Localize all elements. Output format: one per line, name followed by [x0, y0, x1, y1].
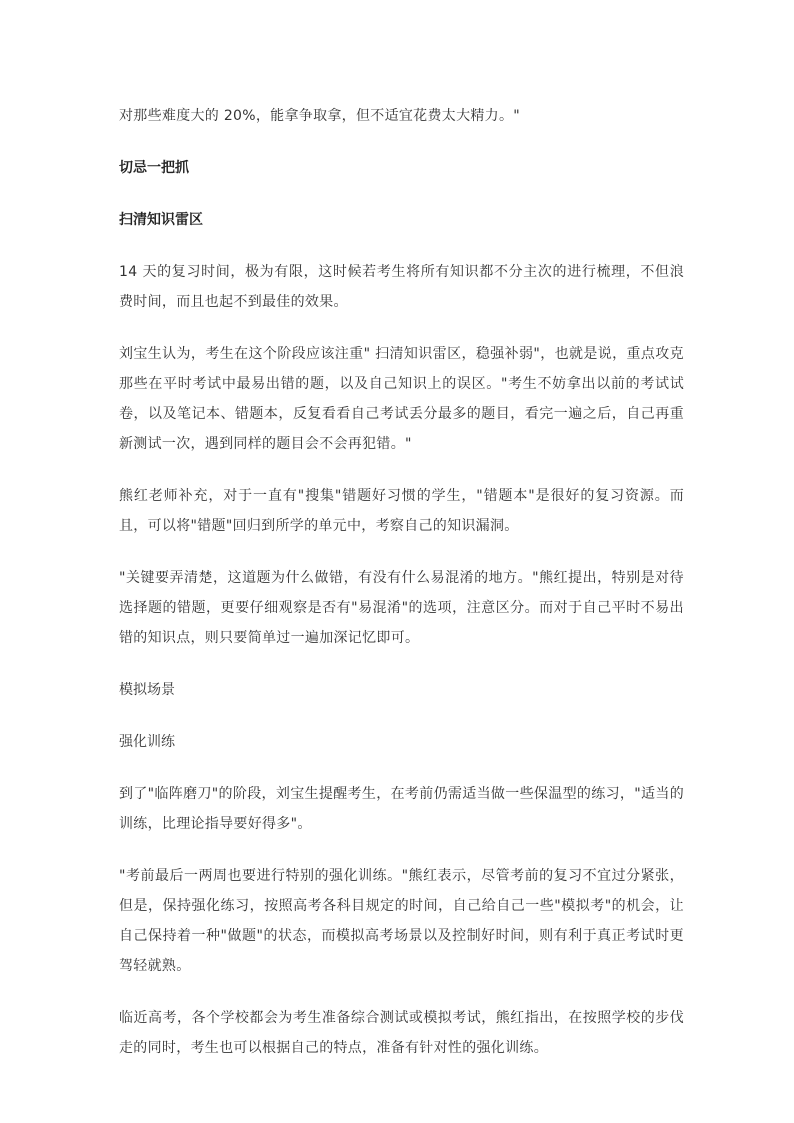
section-heading-2: 扫清知识雷区	[119, 212, 203, 228]
section-heading-1: 切忌一把抓	[119, 160, 189, 176]
paragraph-warmup-practice: 到了"临阵磨刀"的阶段，刘宝生提醒考生，在考前仍需适当做一些保温型的练习，"适当的训练，比理论指导要好得多"。	[119, 786, 684, 832]
paragraph-xiong-supplement: 熊红老师补充，对于一直有"搜集"错题好习惯的学生，"错题本"是很好的复习资源。而且，可以将"错题"回归到所学的单元中，考察自己的知识漏洞。	[119, 488, 684, 534]
paragraph-intensive-training: "考前最后一两周也要进行特别的强化训练。"熊红表示，尽管考前的复习不宜过分紧张，但是，保持强化练习，按照高考各科目规定的时间，自己给自己一些"模拟考"的机会，让自己保持着一种"做题"的状态，而模拟高考场景以及控制好时间，则有利于真正考试时更驾轻就熟。	[119, 868, 684, 974]
paragraph-mock-exams: 临近高考，各个学校都会为考生准备综合测试或模拟考试，熊红指出，在按照学校的步伐走的同时，考生也可以根据自己的特点，准备有针对性的强化训练。	[119, 1010, 684, 1056]
paragraph-review-time: 14 天的复习时间，极为有限，这时候若考生将所有知识都不分主次的进行梳理，不但浪费时间，而且也起不到最佳的效果。	[119, 264, 684, 310]
subheading-training: 强化训练	[119, 734, 175, 750]
subheading-simulation: 模拟场景	[119, 682, 175, 698]
paragraph-key-points: "关键要弄清楚，这道题为什么做错，有没有什么易混淆的地方。"熊红提出，特别是对待选择题的错题，更要仔细观察是否有"易混淆"的选项，注意区分。而对于自己平时不易出错的知识点，则只要简单过一遍加深记忆即可。	[119, 570, 684, 646]
paragraph-intro-end: 对那些难度大的 20%，能拿争取拿，但不适宜花费太大精力。"	[119, 108, 521, 124]
paragraph-liu-advice: 刘宝生认为，考生在这个阶段应该注重" 扫清知识雷区，稳强补弱"，也就是说，重点攻克那些在平时考试中最易出错的题，以及自己知识上的误区。"考生不妨拿出以前的考试试卷，以及笔记本、错题本，反复看看自己考试丢分最多的题目，看完一遍之后，自己再重新测试一次，遇到同样的题目会不会再犯错。"	[119, 346, 684, 452]
